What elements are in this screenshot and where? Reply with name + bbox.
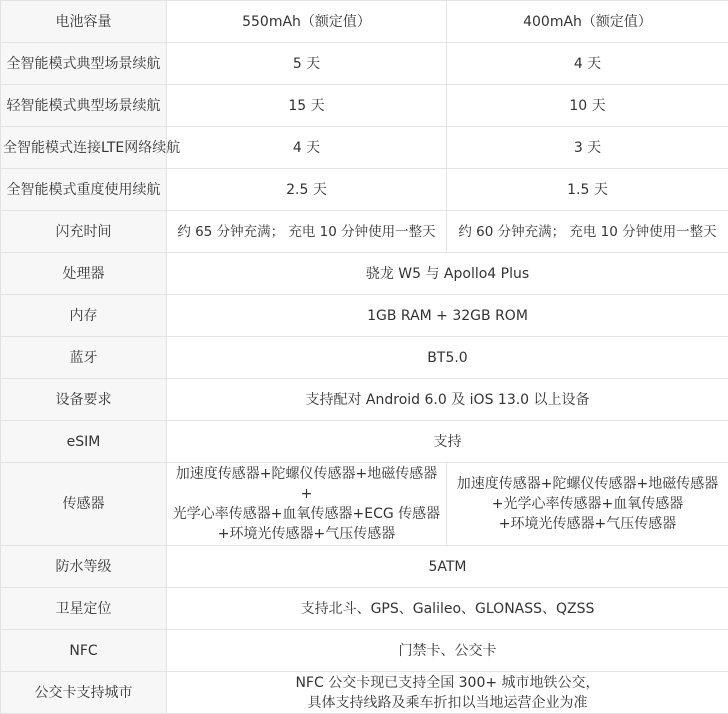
table-row — [1, 211, 728, 253]
row-label-nfc: NFC — [1, 630, 167, 672]
cell-lte-a: 4 天 — [167, 127, 447, 169]
table-row — [1, 546, 728, 588]
table-row — [1, 630, 728, 672]
cell-light-smart-typical-b: 10 天 — [447, 85, 728, 127]
row-label-battery: 电池容量 — [1, 1, 167, 43]
transit-cities-line: 具体支持线路及乘车折扣以当地运营企业为准 — [171, 693, 724, 713]
row-label-esim: eSIM — [1, 421, 167, 463]
row-label-heavy-use: 全智能模式重度使用续航 — [1, 169, 167, 211]
table-row — [1, 127, 728, 169]
cell-sensors-a — [167, 463, 447, 546]
cell-light-smart-typical-a: 15 天 — [167, 85, 447, 127]
cell-bluetooth: BT5.0 — [167, 337, 728, 379]
row-label-light-smart-typical: 轻智能模式典型场景续航 — [1, 85, 167, 127]
row-label-device-requirement: 设备要求 — [1, 379, 167, 421]
cell-sensors-b — [447, 463, 728, 546]
sensors-a-line: 光学心率传感器+血氧传感器+ECG 传感器 — [171, 504, 442, 524]
cell-full-smart-typical-a: 5 天 — [167, 43, 447, 85]
table-row — [1, 85, 728, 127]
table-row — [1, 1, 728, 43]
cell-fast-charge-a: 约 65 分钟充满； 充电 10 分钟使用一整天 — [167, 211, 447, 253]
cell-battery-b: 400mAh（额定值） — [447, 1, 728, 43]
cell-fast-charge-b: 约 60 分钟充满； 充电 10 分钟使用一整天 — [447, 211, 728, 253]
sensors-b-line: 加速度传感器+陀螺仪传感器+地磁传感器 — [451, 474, 724, 494]
row-label-fast-charge: 闪充时间 — [1, 211, 167, 253]
cell-transit-cities — [167, 672, 728, 714]
table-row — [1, 253, 728, 295]
cell-heavy-use-b: 1.5 天 — [447, 169, 728, 211]
row-label-lte: 全智能模式连接LTE网络续航 — [1, 127, 167, 169]
cell-heavy-use-a: 2.5 天 — [167, 169, 447, 211]
row-label-satellite: 卫星定位 — [1, 588, 167, 630]
table-row — [1, 421, 728, 463]
sensors-a-line: 加速度传感器+陀螺仪传感器+地磁传感器+ — [171, 464, 442, 504]
row-label-transit-cities: 公交卡支持城市 — [1, 672, 167, 714]
cell-memory: 1GB RAM + 32GB ROM — [167, 295, 728, 337]
table-row — [1, 588, 728, 630]
row-label-bluetooth: 蓝牙 — [1, 337, 167, 379]
cell-satellite: 支持北斗、GPS、Galileo、GLONASS、QZSS — [167, 588, 728, 630]
sensors-b-line: +环境光传感器+气压传感器 — [451, 514, 724, 534]
sensors-a-line: +环境光传感器+气压传感器 — [171, 524, 442, 544]
cell-full-smart-typical-b: 4 天 — [447, 43, 728, 85]
cell-battery-a: 550mAh（额定值） — [167, 1, 447, 43]
row-label-full-smart-typical: 全智能模式典型场景续航 — [1, 43, 167, 85]
cell-nfc: 门禁卡、公交卡 — [167, 630, 728, 672]
cell-waterproof: 5ATM — [167, 546, 728, 588]
row-label-sensors: 传感器 — [1, 463, 167, 546]
table-row — [1, 337, 728, 379]
row-label-memory: 内存 — [1, 295, 167, 337]
table-row — [1, 43, 728, 85]
transit-cities-line: NFC 公交卡现已支持全国 300+ 城市地铁公交， — [171, 673, 724, 693]
row-label-processor: 处理器 — [1, 253, 167, 295]
table-row — [1, 169, 728, 211]
table-row — [1, 463, 728, 546]
cell-device-requirement: 支持配对 Android 6.0 及 iOS 13.0 以上设备 — [167, 379, 728, 421]
table-row — [1, 672, 728, 714]
cell-lte-b: 3 天 — [447, 127, 728, 169]
cell-processor: 骁龙 W5 与 Apollo4 Plus — [167, 253, 728, 295]
sensors-b-line: +光学心率传感器+血氧传感器 — [451, 494, 724, 514]
table-row — [1, 379, 728, 421]
table-row — [1, 295, 728, 337]
cell-esim: 支持 — [167, 421, 728, 463]
row-label-waterproof: 防水等级 — [1, 546, 167, 588]
